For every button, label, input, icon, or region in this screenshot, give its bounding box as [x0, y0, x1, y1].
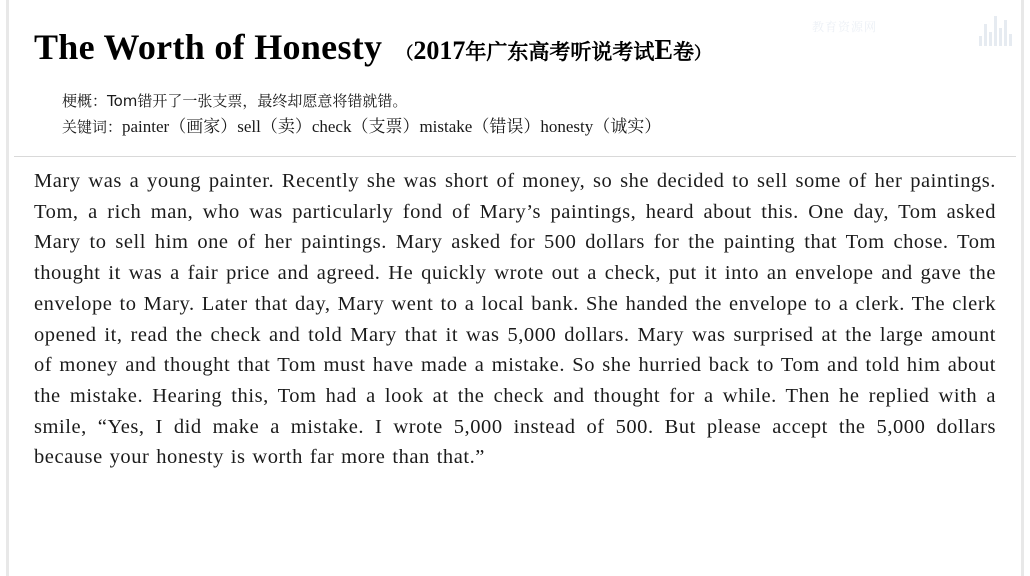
title-cjk-second: 卷: [673, 40, 695, 64]
summary-line: [62, 88, 990, 114]
left-margin-rule: [6, 0, 9, 576]
title-sub-text: [396, 35, 711, 67]
document-meta: [62, 88, 990, 140]
keywords-label: 关键词：: [62, 118, 123, 136]
section-divider: [14, 156, 1016, 157]
title-year: 2017: [413, 36, 466, 65]
keywords-text: painter（画家）sell（卖）check（支票）mistake（错误）honesty（诚实）: [122, 117, 662, 136]
title-paren-open: （: [396, 44, 414, 64]
passage-body: Mary was a young painter. Recently she was short of money, so she decided to sell some of her paintings. Tom, a rich man, who was particularly fond of Mary’s paintings, heard about this. One day, Tom asked Mary to sell him one of her paintings. Mary asked for 500 dollars for the painting that Tom chose. Tom thought it was a fair price and agreed. He quickly wrote out a check, put it into an envelope and gave the envelope to Mary. Later that day, Mary went to a local bank. She handed the envelope to a clerk. The clerk opened it, read the check and told Mary that it was 5,000 dollars. Mary was surprised at the large amount of money and thought that Tom must have made a mistake. So she hurried back to Tom and told him about the mistake. Hearing this, Tom had a look at the check and thought for a while. Then he replied with a smile, “Yes, I did make a mistake. I wrote 5,000 instead of 500. But please accept the 5,000 dollars because your honesty is worth far more than that.”: [34, 170, 996, 469]
right-margin-rule: [1021, 0, 1024, 576]
page-title: [34, 26, 1000, 68]
title-main-text: The Worth of Honesty: [34, 27, 383, 67]
title-paren-close: ）: [694, 44, 712, 64]
title-cjk-first: 年广东高考听说考试: [465, 40, 655, 64]
watermark-label: 教育资源网: [812, 20, 878, 34]
summary-label: 梗概：: [62, 92, 108, 110]
title-exam-letter: E: [654, 35, 674, 66]
summary-text: Tom错开了一张支票，最终却愿意将错就错。: [107, 92, 408, 110]
keywords-line: [62, 114, 990, 140]
